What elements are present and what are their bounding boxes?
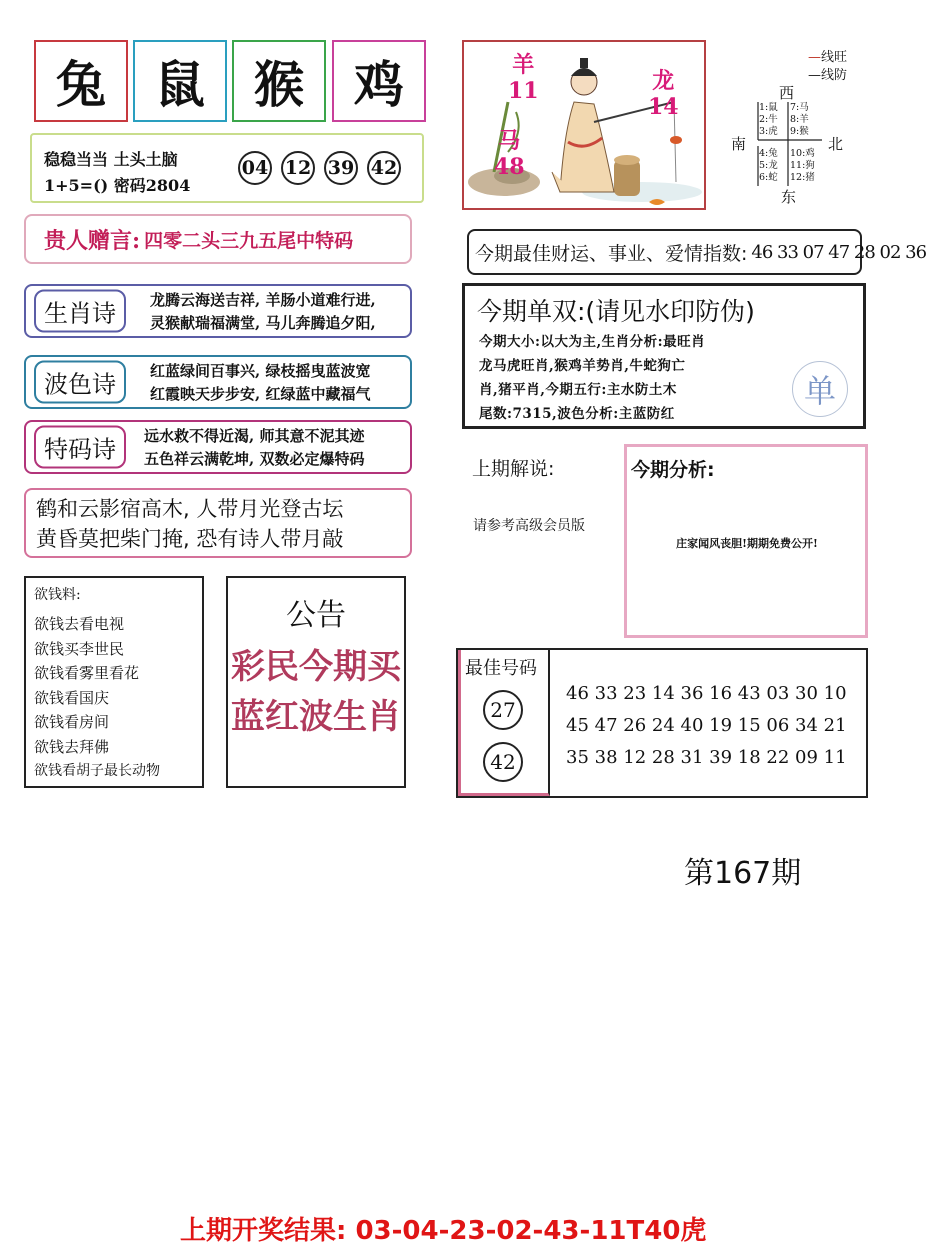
- last-period-title: 上期解说:: [472, 458, 555, 480]
- poem-line: 远水救不得近渴, 师其意不泥其迹: [144, 427, 365, 445]
- poem-lines: [150, 360, 370, 406]
- money-item: 欲钱买李世民: [34, 639, 125, 658]
- notice-title: 公告: [286, 598, 346, 633]
- proverb-line: 鹤和云影宿高木, 人带月光登古坛: [36, 497, 344, 521]
- best-row: 46 33 23 14 36 16 43 03 30 10: [566, 683, 847, 704]
- poem-line: 灵猴献瑞福满堂, 马儿奔腾追夕阳,: [150, 314, 376, 332]
- label-number: 11: [508, 78, 539, 104]
- odd-even-line: 龙马虎旺肖,猴鸡羊势肖,牛蛇狗亡: [479, 358, 686, 374]
- money-title: 欲钱料:: [34, 587, 81, 603]
- compass-east: 东: [781, 188, 797, 206]
- picture-label: [508, 52, 539, 104]
- picture-label: [648, 68, 679, 120]
- watermark-dan: 单: [792, 361, 848, 417]
- poem-line: 红蓝绿间百事兴, 绿枝摇曳蓝波宽: [150, 362, 371, 380]
- code-ball: 12: [281, 151, 315, 185]
- zodiac-box-2: [133, 40, 227, 122]
- zodiac-char: 兔: [56, 55, 106, 114]
- code-line-2: 1+5=() 密码2804: [44, 176, 191, 195]
- red-line-icon: —: [808, 50, 821, 65]
- money-riddle-box: [24, 576, 204, 788]
- analysis-title: 今期分析:: [631, 459, 715, 481]
- picture-label: [494, 128, 525, 180]
- fishing-picture: [462, 40, 706, 210]
- special-poem-box: [24, 420, 412, 474]
- compass-west: 西: [779, 84, 795, 102]
- code-box: [30, 133, 424, 203]
- best-ball: 27: [483, 690, 523, 730]
- last-result: 上期开奖结果: 03-04-23-02-43-11T40虎: [180, 1216, 707, 1246]
- compass-north: 北: [828, 135, 844, 153]
- zodiac-box-4: [332, 40, 426, 122]
- zodiac-char: 鸡: [354, 55, 404, 114]
- label-animal: 马: [498, 128, 521, 154]
- best-row: 45 47 26 24 40 19 15 06 34 21: [566, 715, 847, 736]
- color-poem-box: [24, 355, 412, 409]
- money-item: 欲钱看房间: [34, 713, 110, 731]
- zodiac-poem-box: [24, 284, 412, 338]
- notice-line: 彩民今期买: [231, 647, 401, 687]
- poem-lines: [144, 425, 364, 471]
- poem-lines: [150, 289, 376, 335]
- zodiac-grid-br: 10:鸡 11:狗 12:猪: [790, 148, 815, 183]
- legend-fang: —线防: [808, 68, 848, 83]
- label-number: 14: [648, 94, 679, 120]
- gift-box: [24, 214, 412, 264]
- money-item: 欲钱去拜佛: [34, 737, 110, 756]
- money-item: 欲钱去看电视: [34, 615, 125, 633]
- code-ball: 04: [238, 151, 272, 185]
- gift-text: 四零二头三九五尾中特码: [144, 229, 354, 252]
- best-numbers-box: [456, 648, 868, 798]
- best-title: 最佳号码: [465, 658, 537, 679]
- best-left-panel: [458, 650, 550, 796]
- poem-tag: 波色诗: [34, 361, 126, 404]
- fisherman-illustration-icon: [464, 42, 704, 208]
- index-numbers: 46 33 07 47 28 02 36: [751, 241, 926, 263]
- odd-even-line: 肖,猪平肖,今期五行:主水防土木: [479, 382, 677, 398]
- zodiac-grid-tr: 7:马 8:羊 9:猴: [790, 102, 809, 137]
- money-item: 欲钱看国庆: [34, 688, 110, 707]
- zodiac-box-1: [34, 40, 128, 122]
- label-number: 48: [494, 154, 525, 180]
- odd-even-title: 今期单双:(请见水印防伪): [477, 297, 755, 326]
- money-item: 欲钱看雾里看花: [34, 664, 140, 682]
- zodiac-box-3: [232, 40, 326, 122]
- zodiac-char: 鼠: [155, 55, 205, 114]
- issue-number: 第167期: [684, 856, 802, 891]
- zodiac-grid-bl: 4:兔 5:龙 6:蛇: [759, 148, 778, 183]
- zodiac-grid-tl: 1:鼠 2:牛 3:虎: [759, 102, 778, 137]
- poem-line: 龙腾云海送吉祥, 羊肠小道难行进,: [150, 291, 376, 309]
- analysis-text: 庄家闻风丧胆!期期免费公开!: [676, 537, 818, 550]
- index-box: [467, 229, 926, 275]
- poem-line: 红霞映天步步安, 红绿蓝中藏福气: [150, 385, 371, 403]
- last-period-note: 请参考高级会员版: [473, 518, 585, 534]
- poem-tag: 特码诗: [34, 426, 126, 469]
- odd-even-line: 尾数:7315,波色分析:主蓝防红: [479, 406, 675, 422]
- index-label: 今期最佳财运、事业、爱情指数:: [475, 242, 748, 265]
- black-line-icon: —: [808, 68, 821, 83]
- poem-tag: 生肖诗: [34, 290, 126, 333]
- zodiac-char: 猴: [254, 55, 304, 114]
- best-number-rows: [566, 678, 847, 774]
- notice-box: [226, 576, 406, 788]
- code-ball: 39: [324, 151, 358, 185]
- proverb-box: [24, 488, 412, 558]
- gift-label: 贵人赠言:: [44, 227, 141, 254]
- notice-line: 蓝红波生肖: [231, 697, 401, 737]
- money-item: 欲钱看胡子最长动物: [34, 763, 160, 779]
- label-animal: 龙: [652, 68, 675, 94]
- legend-wang: —线旺: [808, 50, 848, 65]
- best-row: 35 38 12 28 31 39 18 22 09 11: [566, 747, 847, 768]
- odd-even-line: 今期大小:以大为主,生肖分析:最旺肖: [479, 334, 706, 350]
- compass-south: 南: [731, 135, 747, 153]
- code-line-1: 稳稳当当 土头土脑: [44, 150, 178, 169]
- best-ball: 42: [483, 742, 523, 782]
- label-animal: 羊: [512, 52, 535, 78]
- code-ball: 42: [367, 151, 401, 185]
- proverb-line: 黄昏莫把柴门掩, 恐有诗人带月敲: [36, 527, 344, 551]
- poem-line: 五色祥云满乾坤, 双数必定爆特码: [144, 450, 365, 468]
- analysis-box: [624, 444, 868, 638]
